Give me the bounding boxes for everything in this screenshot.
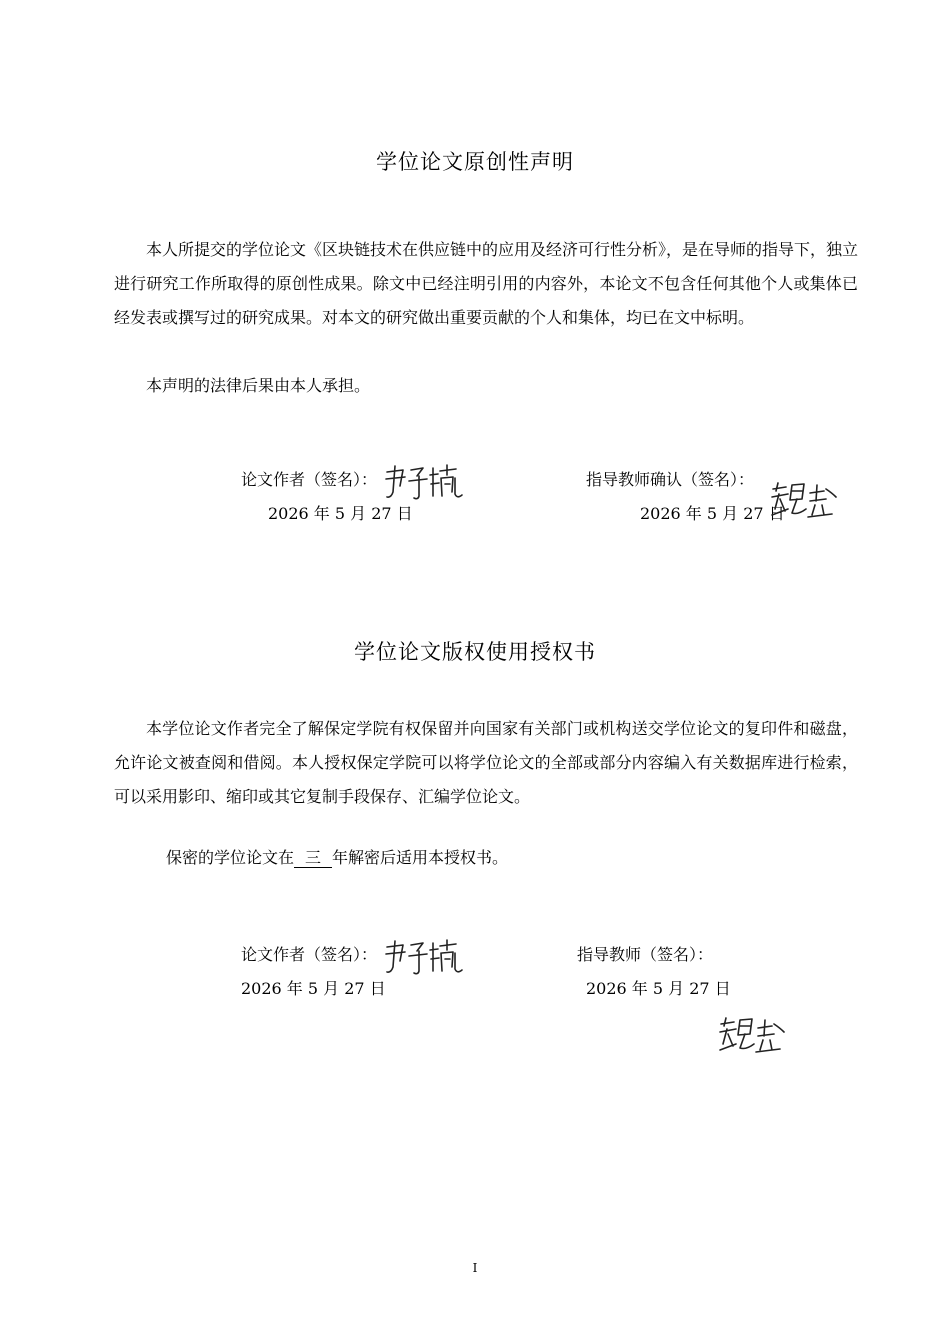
advisor-signature-image bbox=[770, 479, 842, 521]
authorization-title: 学位论文版权使用授权书 bbox=[354, 640, 596, 664]
declaration-title: 学位论文原创性声明 bbox=[376, 150, 574, 174]
secrecy-suffix: 年解密后适用本授权书。 bbox=[332, 848, 509, 867]
declaration-advisor-label: 指导教师确认（签名）： bbox=[586, 470, 755, 489]
author-signature-image-2 bbox=[383, 937, 465, 981]
declaration-legal-paragraph: 本声明的法律后果由本人承担。 bbox=[146, 376, 371, 395]
advisor-signature-image-2 bbox=[718, 1014, 790, 1056]
authorization-paragraph: 本学位论文作者完全了解保定学院有权保留并向国家有关部门或机构送交学位论文的复印件和磁盘，允许论文被查阅和借阅。本人授权保定学院可以将学位论文的全部或部分内容编入有关数据库进行检索，可以采用影印、缩印或其它复制手段保存、汇编学位论文。 bbox=[114, 719, 858, 806]
secrecy-line bbox=[166, 847, 508, 869]
authorization-advisor-label: 指导教师（签名）： bbox=[577, 945, 714, 964]
declaration-advisor-date: 2026 年 5 月 27 日 bbox=[640, 504, 785, 523]
declaration-author-date: 2026 年 5 月 27 日 bbox=[268, 504, 413, 523]
authorization-author-label: 论文作者（签名）： bbox=[241, 945, 378, 964]
page-number: I bbox=[472, 1261, 478, 1275]
secrecy-years: 三 bbox=[294, 849, 332, 868]
authorization-author-date: 2026 年 5 月 27 日 bbox=[241, 979, 386, 998]
declaration-paragraph: 本人所提交的学位论文《区块链技术在供应链中的应用及经济可行性分析》，是在导师的指导下，独立进行研究工作所取得的原创性成果。除文中已经注明引用的内容外，本论文不包含任何其他个人或集体已经发表或撰写过的研究成果。对本文的研究做出重要贡献的个人和集体，均已在文中标明。 bbox=[114, 240, 859, 327]
secrecy-prefix: 保密的学位论文在 bbox=[166, 848, 295, 867]
authorization-advisor-date: 2026 年 5 月 27 日 bbox=[586, 979, 731, 998]
declaration-author-label: 论文作者（签名）： bbox=[241, 470, 378, 489]
author-signature-image bbox=[383, 462, 465, 506]
